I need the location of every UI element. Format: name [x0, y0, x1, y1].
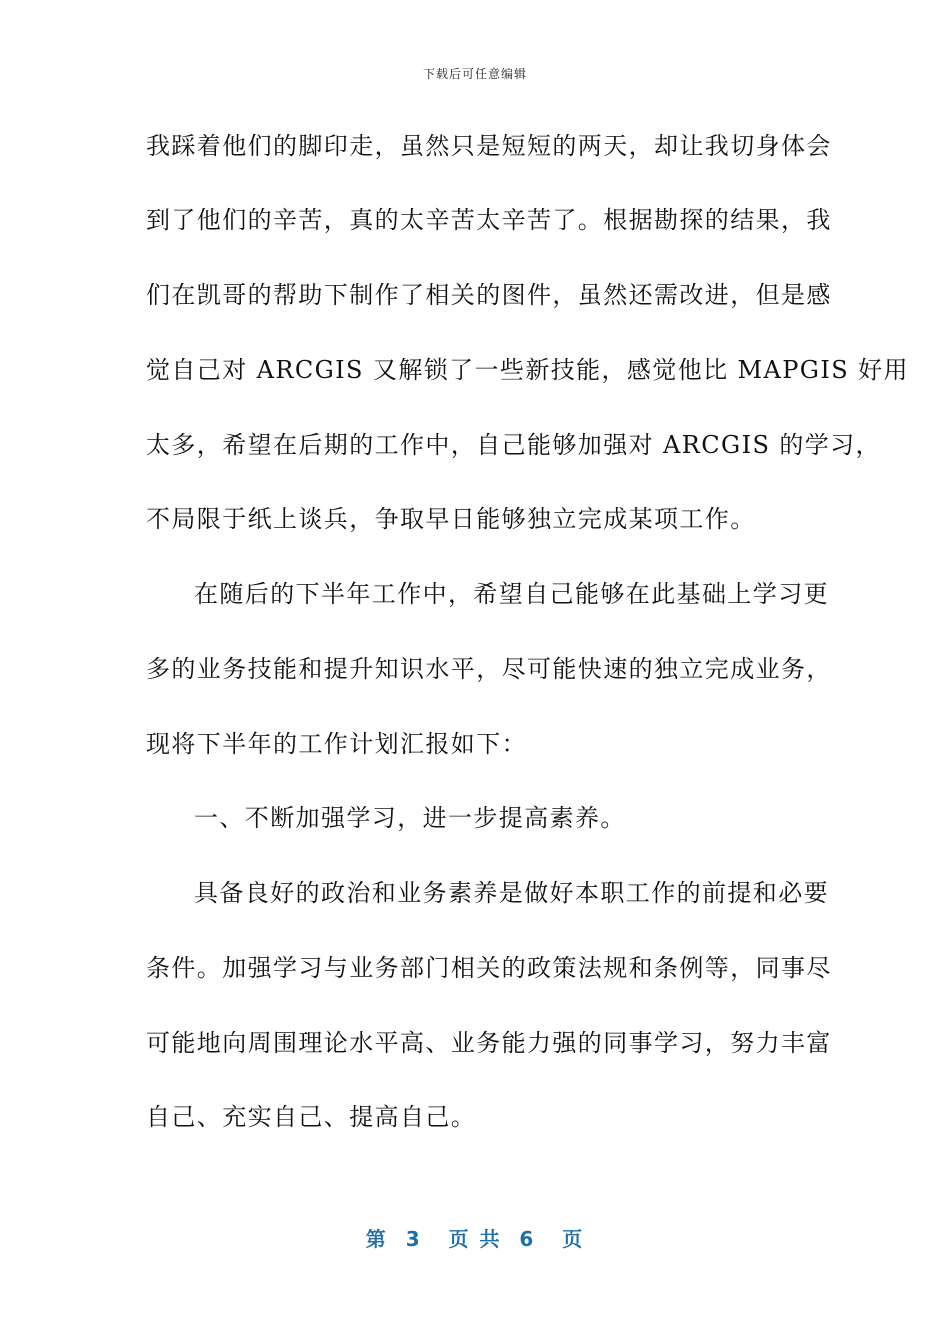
paragraph-line: 条件。加强学习与业务部门相关的政策法规和条例等，同事尽: [146, 954, 832, 982]
paragraph-line: 多的业务技能和提升知识水平，尽可能快速的独立完成业务，: [146, 655, 832, 683]
paragraph-line: 我踩着他们的脚印走，虽然只是短短的两天，却让我切身体会: [146, 132, 832, 160]
paragraph-line: 不局限于纸上谈兵，争取早日能够独立完成某项工作。: [146, 505, 756, 533]
paragraph-line: 太多，希望在后期的工作中，自己能够加强对 ARCGIS 的学习，: [146, 431, 881, 459]
paragraph-line: 现将下半年的工作计划汇报如下：: [146, 730, 527, 758]
page-header: 下载后可任意编辑: [422, 67, 527, 81]
paragraph-line: 觉自己对 ARCGIS 又解锁了一些新技能，感觉他比 MAPGIS 好用: [146, 356, 909, 384]
paragraph-line: 可能地向周围理论水平高、业务能力强的同事学习，努力丰富: [146, 1029, 832, 1057]
paragraph-line: 们在凯哥的帮助下制作了相关的图件，虽然还需改进，但是感: [146, 281, 832, 309]
section-heading: 一、不断加强学习，进一步提高素养。: [194, 804, 626, 832]
paragraph-line: 到了他们的辛苦，真的太辛苦太辛苦了。根据勘探的结果，我: [146, 206, 832, 234]
paragraph-line: 在随后的下半年工作中，希望自己能够在此基础上学习更: [194, 580, 829, 608]
page-number-footer: 第 3 页 共 6 页: [365, 1227, 585, 1251]
paragraph-line: 自己、充实自己、提高自己。: [146, 1103, 477, 1131]
paragraph-line: 具备良好的政治和业务素养是做好本职工作的前提和必要: [194, 879, 829, 907]
